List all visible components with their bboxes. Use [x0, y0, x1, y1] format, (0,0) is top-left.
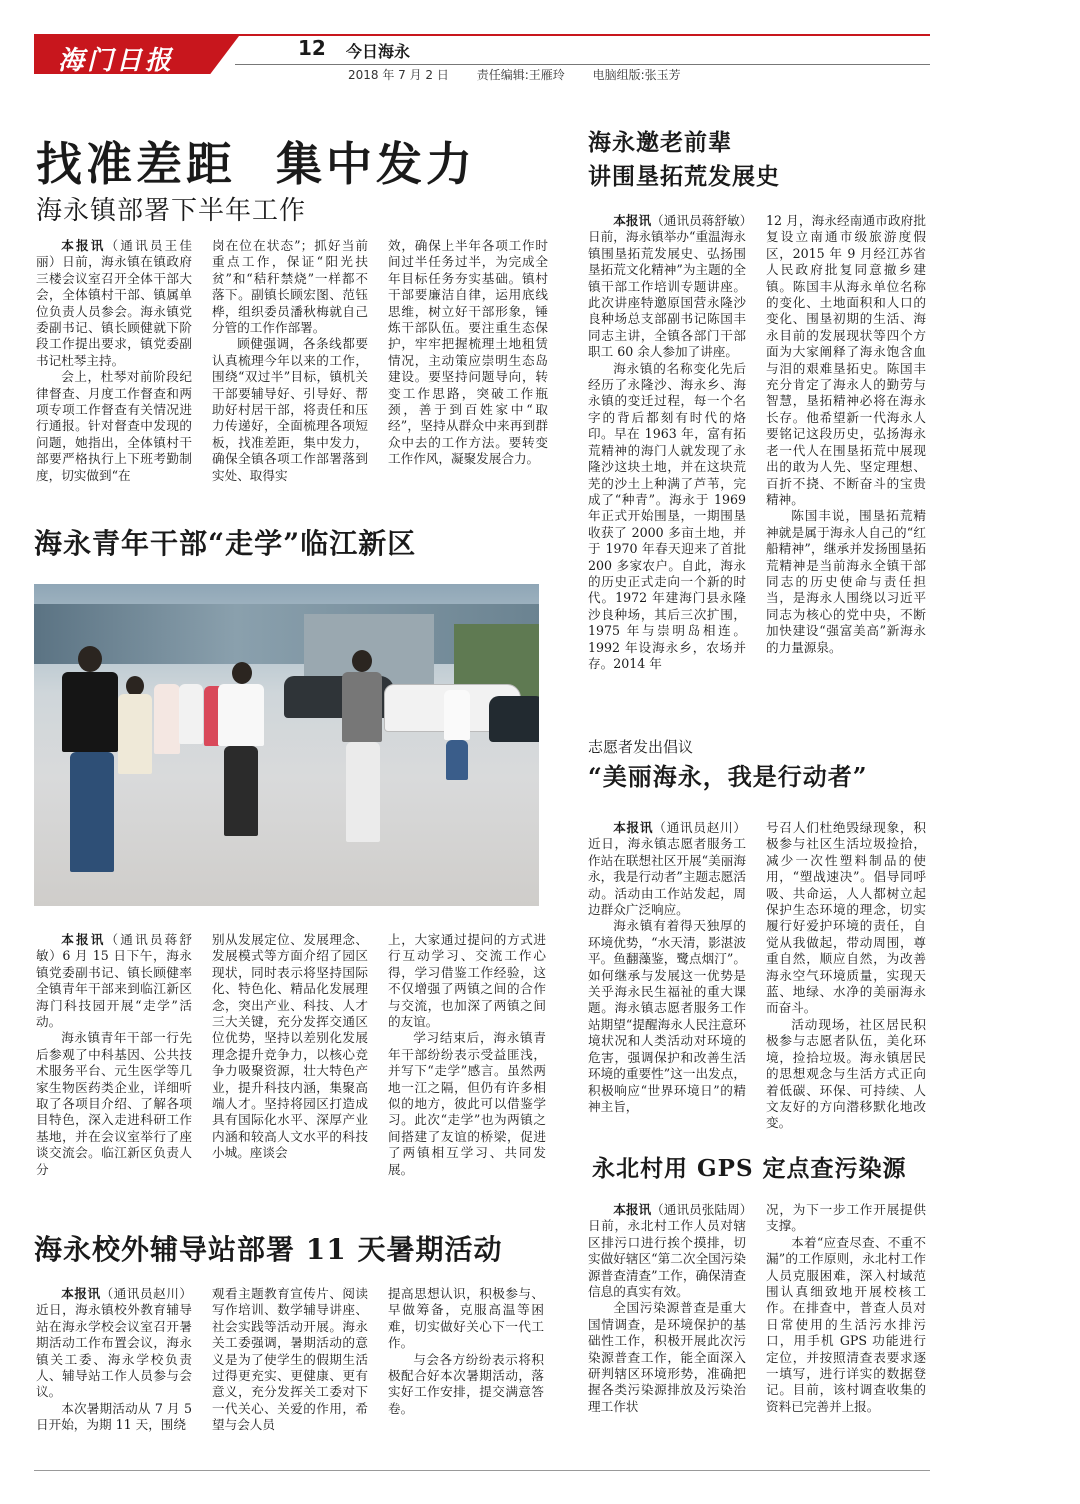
article4-headline: 海永邀老前辈 讲围垦拓荒发展史	[588, 129, 780, 190]
lead-tag: 本报讯	[613, 1202, 652, 1217]
article3-column-1: 本报讯（通讯员赵川）近日，海永镇校外教育辅导站在海永学校会议室召开暑期活动工作布置会议，海永镇关工委、海永学校负责人、辅导站工作人员参与会议。 本次暑期活动从 7 月 5 日开始，为期 11 天，围绕	[36, 1286, 193, 1433]
layout-credit: 电脑组版:张玉芳	[592, 68, 681, 82]
article3-column-2: 观看主题教育宣传片、阅读写作培训、数学辅导讲座、社会实践等活动开展。海永关工委强调，暑期活动的意义是为了使学生的假期生活过得更充实、更健康、更有意义，充分发挥关工委对下一代关心、关爱的作用，希望与会人员	[212, 1286, 368, 1433]
article2-headline: 海永青年干部“走学”临江新区	[34, 527, 417, 560]
editor-credit: 责任编辑:王雁玲	[476, 68, 565, 82]
issue-date: 2018 年 7 月 2 日	[348, 68, 449, 82]
article6-column-1: 本报讯（通讯员张陆周）日前，永北村工作人员对辖区排污口进行挨个摸排，切实做好辖区“第二次全国污染源普查清查”工作，确保清查信息的真实有效。 全国污染源普查是重大国情调查，是环境保护的基础性工作，积极开展此次污染源普查工作，能全面深入研判辖区环境形势，准确把握各类污染源排放及污染治理工作状	[588, 1202, 747, 1414]
article1-subheadline: 海永镇部署下半年工作	[36, 196, 307, 226]
article5-column-1: 本报讯（通讯员赵川）近日，海永镇志愿者服务工作站在联想社区开展“美丽海永，我是行动者”主题志愿活动。活动由工作站发起，周边群众广泛响应。 海永镇有着得天独厚的环境优势，“水天清，影湛波平。鱼翻藻鉴，鹭点烟汀”。如何继承与发展这一优势是关乎海永民生福祉的重大课题。海永镇志愿者服务工作站期望“提醒海永人民注意环境状况和人类活动对环境的危害，强调保护和改善生活环境的重要性”这一出发点，积极响应“世界环境日”的精神主旨，	[588, 820, 747, 1114]
footer-rule	[34, 1470, 930, 1471]
lead-tag: 本报讯	[61, 238, 106, 253]
article4-column-1: 本报讯（通讯员蒋舒敏）日前，海永镇举办“重温海永镇围垦拓荒发展史、弘扬围垦拓荒文化精神”为主题的全镇干部工作培训专题讲座。此次讲座特邀原国营永隆沙良种场总支部副书记陈国丰同志主讲，全镇各部门干部职工 60 余人参加了讲座。 海永镇的名称变化先后经历了永隆沙、海永乡、海永镇的变迁过程，每一个名字的背后都刻有时代的烙印。早在 1963 年，富有拓荒精神的海门人就发现了永隆沙这块土地，并在这块荒芜的沙土上种满了芦苇，完成了“种青”。海永于 1969 年正式开始围垦，一期围垦收获了 2000 多亩土地，并于 1970 年春天迎来了首批 200 多家农户。自此，海永的历史正式走向一个新的时代。1972 年建海门县永隆沙良种场，其后三次扩围，1975 年与崇明岛相连。1992 年设海永乡，农场并存。2014 年	[588, 213, 747, 671]
article2-column-3: 上，大家通过提问的方式进行互动学习、交流工作心得，学习借鉴工作经验，这不仅增强了两镇之间的合作与交流，也加深了两镇之间的友谊。 学习结束后，海永镇青年干部纷纷表示受益匪浅，并写下“走学”感言。虽然两地一江之隔，但仍有许多相似的地方，彼此可以借鉴学习。此次“走学”也为两镇之间搭建了友谊的桥梁，促进了两镇相互学习、共同发展。	[388, 932, 546, 1177]
article3-headline: 海永校外辅导站部署 11 天暑期活动	[34, 1233, 503, 1266]
article6-column-2: 况，为下一步工作开展提供支撑。 本着“应查尽查、不重不漏”的工作原则，永北村工作人员克服困难，深入村域范围认真细致地开展校核工作。在排查中，普查人员对日常使用的生活污水排污口，用手机 GPS 功能进行定位，并按照清查表要求逐一填写，进行详实的数据登记。目前，该村调查收集的资料已完善并上报。	[766, 1202, 926, 1414]
article5-column-2: 号召人们杜绝毁绿现象，积极参与社区生活垃圾捡拾，减少一次性塑料制品的使用，“塑战速决”。倡导同呼吸、共命运，人人都树立起保护生态环境的理念，切实履行好爱护环境的责任，自觉从我做起，带动周围，尊重自然，顺应自然，为改善海永空气环境质量，实现天蓝、地绿、水净的美丽海永而奋斗。 活动现场，社区居民积极参与志愿者队伍，美化环境，捡拾垃圾。海永镇居民的思想观念与生活方式正向着低碳、环保、可持续、人文友好的方向潜移默化地改变。	[766, 820, 926, 1131]
article2-column-2: 别从发展定位、发展理念、发展模式等方面介绍了园区现状，同时表示将坚持国际化、特色化、精品化发展理念，突出产业、科技、人才三大关键，充分发挥交通区位优势，坚持以差别化发展理念提升竞争力，以核心竞争力吸聚资源，壮大特色产业，提升科技内涵，集聚高端人才。坚持将园区打造成具有国际化水平、深厚产业内涵和较高人文水平的科技小城。座谈会	[212, 932, 368, 1161]
article1-column-1: 本报讯（通讯员王佳丽）日前，海永镇在镇政府三楼会议室召开全体干部大会，全体镇村干部、镇属单位负责人员参会。海永镇党委副书记、镇长顾健就下阶段工作提出要求，镇党委副书记杜琴主持。 会上，杜琴对前阶段纪律督查、月度工作督查和两项专项工作督查有关情况进行通报。针对督查中发现的问题，她指出，全体镇村干部要严格执行上下班考勤制度，切实做到“在	[36, 238, 193, 483]
article1-headline: 找准差距 集中发力	[36, 137, 477, 191]
article1-column-3: 效，确保上半年各项工作时间过半任务过半，为完成全年目标任务夯实基础。镇村干部要廉洁自律，运用底线思维，树立好干部形象，锤炼干部队伍。要注重生态保护，牢牢把握梳理土地租赁情况，主动策应崇明生态岛建设。要坚持问题导向，转变工作思路，突破工作瓶颈，善于到百姓家中“取经”，坚持从群众中来再到群众中去的工作方法。要转变工作作风，凝聚发展合力。	[388, 238, 548, 467]
lead-tag: 本报讯	[613, 213, 652, 228]
article5-kicker: 志愿者发出倡议	[588, 738, 694, 756]
lead-tag: 本报讯	[613, 820, 654, 835]
article6-headline: 永北村用 GPS 定点查污染源	[592, 1155, 907, 1182]
article4-column-2: 12 月，海永经南通市政府批复设立南通市级旅游度假区，2015 年 9 月经江苏省人民政府批复同意撤乡建镇。陈国丰从海永单位名称的变化、土地面积和人口的变化、围垦初期的生活、海永目前的发展现状等四个方面为大家阐释了海永饱含血与泪的艰难垦拓史。陈国丰充分肯定了海永人的勤劳与智慧，垦拓精神必将在海永长存。他希望新一代海永人要铭记这段历史，弘扬海永老一代人在围垦拓荒中展现出的敢为人先、坚定理想、百折不挠、不断奋斗的宝贵精神。 陈国丰说，围垦拓荒精神就是属于海永人自己的“红船精神”，继承并发扬围垦拓荒精神是当前海永全镇干部同志的历史使命与责任担当，是海永人围绕以习近平同志为核心的党中央，不断加快建设“强富美高”新海永的力量源泉。	[766, 213, 926, 655]
article2-column-1: 本报讯（通讯员蒋舒敏）6 月 15 日下午，海永镇党委副书记、镇长顾健率全镇青年干部来到临江新区海门科技园开展“走学”活动。 海永镇青年干部一行先后参观了中科基因、公共技术服务平台、元生医学等几家生物医药类企业，详细听取了各项目介绍、了解各项目特色，深入走进科研工作基地，并在会议室举行了座谈交流会。临江新区负责人分	[36, 932, 193, 1177]
lead-tag: 本报讯	[61, 1286, 101, 1301]
header-meta	[348, 66, 705, 83]
header-rule-bottom	[235, 64, 930, 65]
page-number: 12	[298, 36, 326, 60]
page-section: 今日海永	[346, 42, 411, 61]
masthead-logo: 海门日报	[58, 46, 175, 76]
header-rule-top	[34, 34, 930, 36]
article3-column-3: 提高思想认识，积极参与、早做筹备，克服高温等困难，切实做好关心下一代工作。 与会各方纷纷表示将积极配合好本次暑期活动，落实好工作安排，提交满意答卷。	[388, 1286, 544, 1416]
article2-photo	[34, 584, 539, 906]
article5-headline: “美丽海永，我是行动者”	[588, 762, 868, 791]
lead-tag: 本报讯	[61, 932, 106, 947]
article1-column-2: 岗在位在状态”；抓好当前重点工作，保证“阳光扶贫”和“秸秆禁烧”一样都不落下。副镇长顾宏图、范钰桦，组织委员潘秋梅就自己分管的工作作部署。 顾健强调，各条线都要认真梳理今年以来的工作，围绕“双过半”目标，镇机关干部要辅导好、引导好、帮助好村居干部，将责任和压力传递好，全面梳理各项短板，找准差距，集中发力，确保全镇各项工作部署落到实处、取得实	[212, 238, 368, 483]
